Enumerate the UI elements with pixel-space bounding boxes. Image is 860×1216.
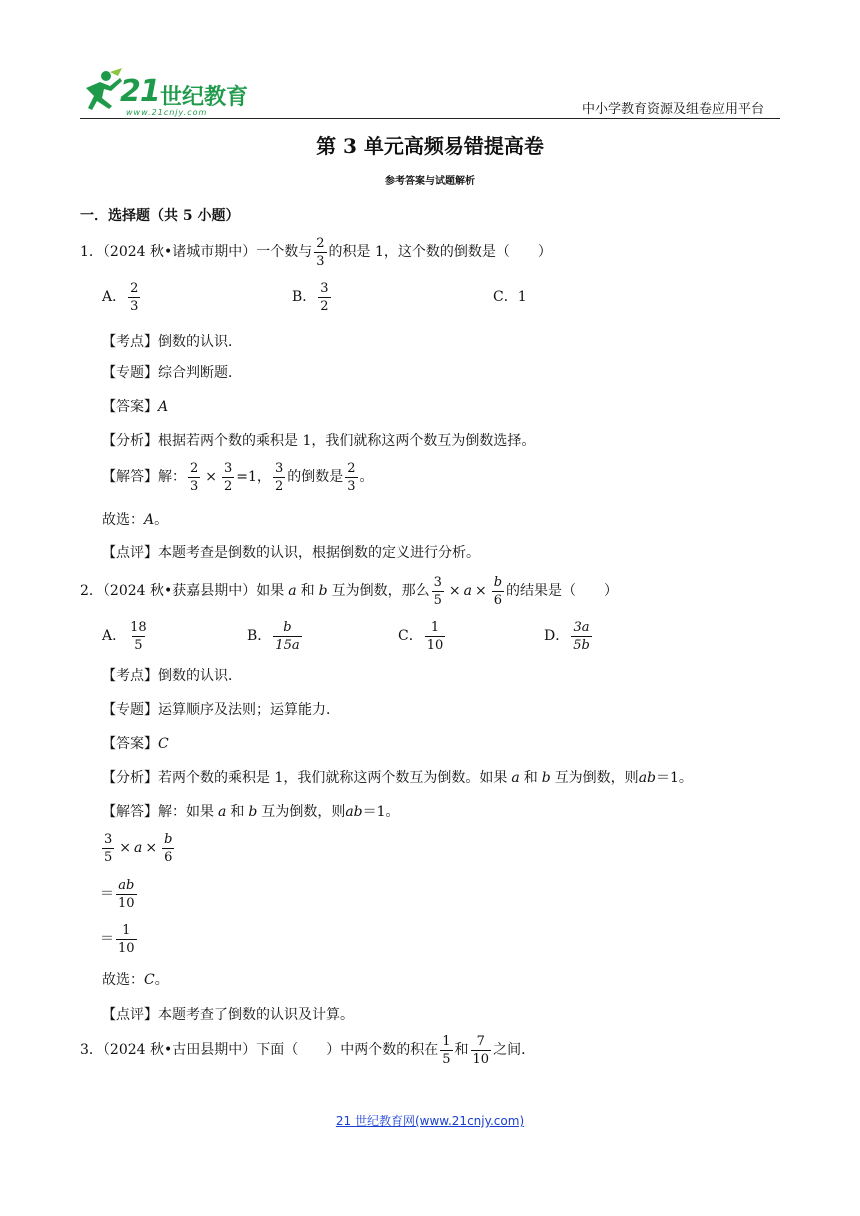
q2-kaodian: 【考点】倒数的认识． xyxy=(102,668,242,684)
logo-number: 21 xyxy=(120,74,160,109)
fraction: $\frac{ab}{10}$ xyxy=(118,877,135,911)
fraction: $\frac{b}{6}$ xyxy=(164,831,173,865)
fraction: $\frac{3}{2}$ xyxy=(320,280,329,314)
logo-text: 世纪教育 xyxy=(160,85,249,110)
q2-zhuanti: 【专题】运算顺序及法则；运算能力． xyxy=(102,702,340,718)
fraction: $\frac{3}{2}$ xyxy=(224,460,233,494)
fraction: $\frac{b}{6}$ xyxy=(493,574,503,608)
q2-answer: 【答案】C xyxy=(102,736,169,752)
fraction: $\frac{2}{3}$ xyxy=(316,235,325,269)
logo-url: www.21cnjy.com xyxy=(126,108,208,117)
fraction: $\frac{1}{10}$ xyxy=(118,922,135,956)
q2-stem: 2．（2024 秋•获嘉县期中）如果 a 和 b 互为倒数，那么 $\frac{3}{5}$ × a × $\frac{b}{6}$ 的结果是（ ） xyxy=(80,574,619,608)
q1-stem: 1．（2024 秋•诸城市期中）一个数与 $\frac{2}{3}$ 的积是 1，这个数的倒数是（ ） xyxy=(80,235,552,269)
fraction: $\frac{18}{5}$ xyxy=(130,619,147,653)
q1-option-b: B． $\frac{3}{2}$ xyxy=(292,280,329,314)
header-rule xyxy=(80,118,780,119)
fraction: $\frac{3}{5}$ xyxy=(433,574,442,608)
q2-analysis: 【分析】若两个数的乘积是 1，我们就称这两个数互为倒数。如果 a 和 b 互为倒数，则ab＝1。 xyxy=(102,770,693,786)
q1-zhuanti: 【专题】综合判断题． xyxy=(102,365,242,381)
section-heading: 一．选择题（共 5 小题） xyxy=(80,208,240,224)
fraction: $\frac{1}{5}$ xyxy=(442,1033,451,1067)
fraction: $\frac{3}{5}$ xyxy=(104,831,113,865)
runner-logo-icon xyxy=(80,68,124,112)
q2-option-c: C． $\frac{1}{10}$ xyxy=(398,619,444,653)
q1-analysis: 【分析】根据若两个数的乘积是 1，我们就称这两个数互为倒数选择。 xyxy=(102,433,536,449)
q2-option-d: D． $\frac{3a}{5b}$ xyxy=(544,619,590,653)
fraction: $\frac{1}{10}$ xyxy=(426,619,444,653)
q2-step-1: $\frac{3}{5}$ × a × $\frac{b}{6}$ xyxy=(104,831,173,865)
q1-solution: 【解答】解： $\frac{2}{3}$ × $\frac{3}{2}$ =1， $\frac{3}{2}$ 的倒数是 $\frac{2}{3}$ 。 xyxy=(102,460,374,494)
fraction: $\frac{3a}{5b}$ xyxy=(573,619,590,653)
q2-solution: 【解答】解：如果 a 和 b 互为倒数，则ab＝1。 xyxy=(102,804,400,820)
fraction: $\frac{7}{10}$ xyxy=(472,1033,490,1067)
q1-choose: 故选：A。 xyxy=(102,512,169,528)
fraction: $\frac{2}{3}$ xyxy=(347,460,356,494)
q1-kaodian: 【考点】倒数的认识． xyxy=(102,334,242,350)
q1-answer: 【答案】A xyxy=(102,399,169,415)
q1-option-c: C．1 xyxy=(493,289,527,305)
fraction: $\frac{2}{3}$ xyxy=(130,280,139,314)
fraction: $\frac{b}{15a}$ xyxy=(275,619,300,653)
q2-choose: 故选：C。 xyxy=(102,972,169,988)
q2-step-3: ＝ $\frac{1}{10}$ xyxy=(100,922,135,956)
q2-option-a: A． $\frac{18}{5}$ xyxy=(102,619,147,653)
q2-comment: 【点评】本题考查了倒数的认识及计算。 xyxy=(102,1007,354,1023)
q1-comment: 【点评】本题考查是倒数的认识，根据倒数的定义进行分析。 xyxy=(102,545,480,561)
footer-link[interactable]: 21 世纪教育网(www.21cnjy.com) xyxy=(335,1114,525,1128)
platform-name: 中小学教育资源及组卷应用平台 xyxy=(582,102,765,117)
page-title: 第 3 单元高频易错提高卷 xyxy=(316,134,544,158)
q3-stem: 3．（2024 秋•古田县期中）下面（ ）中两个数的积在 $\frac{1}{5}$ 和 $\frac{7}{10}$ 之间． xyxy=(80,1033,536,1067)
q2-option-b: B． $\frac{b}{15a}$ xyxy=(247,619,300,653)
q1-option-a: A． $\frac{2}{3}$ xyxy=(102,280,139,314)
footer xyxy=(0,1112,860,1129)
fraction: $\frac{3}{2}$ xyxy=(274,460,284,494)
page-subtitle: 参考答案与试题解析 xyxy=(385,176,475,187)
logo xyxy=(80,68,250,118)
q2-step-2: ＝ $\frac{ab}{10}$ xyxy=(100,877,135,911)
fraction: $\frac{2}{3}$ xyxy=(190,460,199,494)
